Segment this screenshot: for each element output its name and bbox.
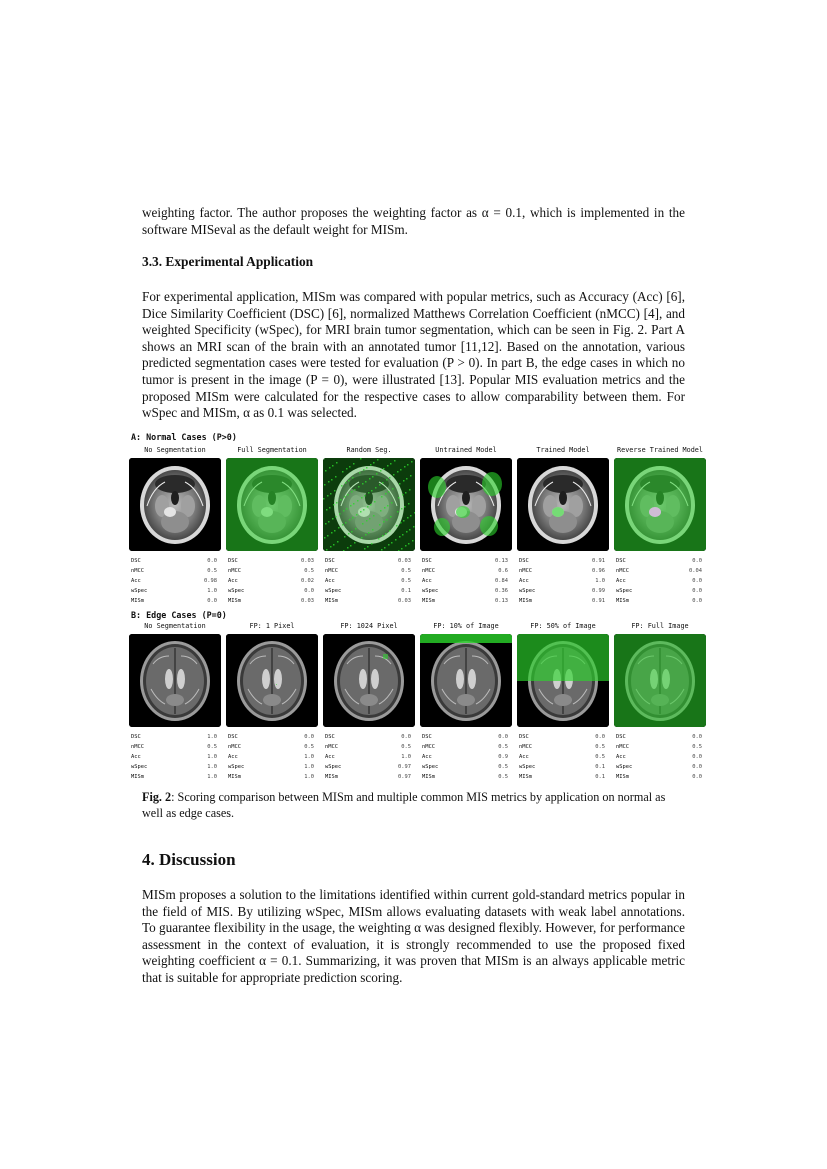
metric-row bbox=[131, 752, 217, 762]
metric-table bbox=[519, 732, 605, 782]
metric-table bbox=[131, 556, 217, 606]
case-image bbox=[420, 458, 512, 551]
metric-value: 1.0 bbox=[207, 754, 217, 760]
caption-text: : Scoring comparison between MISm and multiple common MIS metrics by application on normal as well as edge cases. bbox=[142, 790, 666, 820]
case-title: No Segmentation bbox=[144, 622, 206, 630]
metric-name: Acc bbox=[519, 578, 529, 584]
metric-row bbox=[519, 586, 605, 596]
metric-row bbox=[519, 762, 605, 772]
metric-value: 0.0 bbox=[692, 774, 702, 780]
metric-value: 0.5 bbox=[207, 568, 217, 574]
metric-name: Acc bbox=[325, 754, 335, 760]
metric-value: 0.0 bbox=[692, 578, 702, 584]
metric-name: wSpec bbox=[422, 588, 439, 594]
metric-value: 0.1 bbox=[595, 774, 605, 780]
metric-row bbox=[422, 586, 508, 596]
section-b-label: B: Edge Cases (P=0) bbox=[131, 610, 227, 620]
metric-row bbox=[616, 556, 702, 566]
metric-value: 1.0 bbox=[207, 774, 217, 780]
metric-row bbox=[422, 596, 508, 606]
case-image bbox=[614, 458, 706, 551]
metric-table bbox=[131, 732, 217, 782]
case-title: FP: Full Image bbox=[631, 622, 689, 630]
metric-row bbox=[228, 742, 314, 752]
metric-name: nMCC bbox=[131, 744, 144, 750]
metric-value: 0.98 bbox=[204, 578, 217, 584]
metric-value: 0.13 bbox=[495, 598, 508, 604]
metric-name: Acc bbox=[616, 754, 626, 760]
metric-name: Acc bbox=[131, 578, 141, 584]
metric-value: 0.03 bbox=[301, 558, 314, 564]
metric-row bbox=[616, 586, 702, 596]
metric-name: nMCC bbox=[616, 744, 629, 750]
metric-name: DSC bbox=[422, 734, 432, 740]
metric-row bbox=[131, 742, 217, 752]
metric-name: Acc bbox=[131, 754, 141, 760]
metric-row bbox=[131, 556, 217, 566]
metric-name: DSC bbox=[228, 558, 238, 564]
metric-table bbox=[616, 556, 702, 606]
metric-value: 1.0 bbox=[304, 774, 314, 780]
mri-scan-tumor bbox=[323, 458, 415, 551]
metric-table bbox=[422, 732, 508, 782]
metric-value: 1.0 bbox=[304, 764, 314, 770]
metric-row bbox=[131, 596, 217, 606]
segmentation-overlay bbox=[226, 458, 318, 551]
metric-value: 0.97 bbox=[398, 774, 411, 780]
metric-table bbox=[422, 556, 508, 606]
metric-row bbox=[519, 772, 605, 782]
segmentation-overlay bbox=[434, 518, 450, 536]
tumor-region bbox=[649, 507, 661, 517]
metric-row bbox=[325, 742, 411, 752]
metric-row bbox=[519, 752, 605, 762]
case-title: FP: 10% of Image bbox=[433, 622, 499, 630]
metric-value: 0.97 bbox=[398, 764, 411, 770]
metric-value: 0.5 bbox=[401, 578, 411, 584]
metric-row bbox=[131, 586, 217, 596]
metric-value: 0.0 bbox=[304, 588, 314, 594]
metric-row bbox=[325, 576, 411, 586]
mri-scan-tumor bbox=[226, 458, 318, 551]
case-image bbox=[517, 458, 609, 551]
mri-scan-normal bbox=[226, 634, 318, 727]
metric-value: 0.03 bbox=[398, 598, 411, 604]
segmentation-overlay bbox=[614, 634, 706, 727]
metric-name: nMCC bbox=[616, 568, 629, 574]
segmentation-overlay bbox=[276, 684, 277, 685]
metric-value: 0.03 bbox=[301, 598, 314, 604]
metric-row bbox=[325, 732, 411, 742]
metric-value: 0.5 bbox=[595, 754, 605, 760]
metric-value: 0.5 bbox=[304, 568, 314, 574]
metric-value: 0.5 bbox=[207, 744, 217, 750]
metric-name: Acc bbox=[422, 578, 432, 584]
metric-value: 0.84 bbox=[495, 578, 508, 584]
metric-name: nMCC bbox=[519, 568, 532, 574]
metric-row bbox=[519, 576, 605, 586]
metric-row bbox=[422, 772, 508, 782]
case-image bbox=[420, 634, 512, 727]
metric-value: 0.91 bbox=[592, 598, 605, 604]
metric-value: 1.0 bbox=[595, 578, 605, 584]
metric-value: 0.6 bbox=[498, 568, 508, 574]
mri-scan-tumor bbox=[129, 458, 221, 551]
metric-row bbox=[519, 566, 605, 576]
metric-table bbox=[228, 732, 314, 782]
metric-row bbox=[325, 772, 411, 782]
case-image bbox=[323, 458, 415, 551]
metric-row bbox=[422, 752, 508, 762]
metric-name: DSC bbox=[519, 734, 529, 740]
metric-row bbox=[131, 576, 217, 586]
case-title: Untrained Model bbox=[435, 446, 497, 454]
metric-row bbox=[228, 566, 314, 576]
metric-name: wSpec bbox=[422, 764, 439, 770]
metric-name: MISm bbox=[228, 774, 241, 780]
metric-name: wSpec bbox=[616, 588, 633, 594]
metric-value: 0.0 bbox=[692, 734, 702, 740]
metric-row bbox=[616, 576, 702, 586]
metric-name: nMCC bbox=[422, 744, 435, 750]
metric-table bbox=[616, 732, 702, 782]
metric-name: wSpec bbox=[325, 764, 342, 770]
metric-name: nMCC bbox=[325, 744, 338, 750]
metric-row bbox=[616, 762, 702, 772]
metric-value: 1.0 bbox=[304, 754, 314, 760]
metric-value: 0.0 bbox=[692, 764, 702, 770]
metric-name: wSpec bbox=[519, 588, 536, 594]
metric-row bbox=[325, 556, 411, 566]
case-image bbox=[129, 458, 221, 551]
metric-row bbox=[422, 732, 508, 742]
metric-value: 0.1 bbox=[595, 764, 605, 770]
section-4-paragraph: MISm proposes a solution to the limitations identified within current gold-standard metrics popular in the field of MIS. By utilizing wSpec, MISm allows evaluating datasets with weak label annotations. To guarantee flexibility in the usage, the weighting α was designed flexibly. However, for performance assessment in the context of evaluation, it is strongly recommended to use the proposed fixed weighting coefficient α = 0.1. Summarizing, it was proven that MISm is an always applicable metric that is suitable for appropriate prediction scoring. bbox=[142, 887, 685, 985]
metric-row bbox=[616, 732, 702, 742]
metric-value: 0.0 bbox=[498, 734, 508, 740]
metric-value: 0.0 bbox=[692, 754, 702, 760]
metric-value: 0.5 bbox=[595, 744, 605, 750]
metric-row bbox=[422, 566, 508, 576]
metric-row bbox=[228, 556, 314, 566]
metric-row bbox=[325, 586, 411, 596]
metric-name: DSC bbox=[422, 558, 432, 564]
metric-name: MISm bbox=[616, 774, 629, 780]
section-3-3-paragraph: For experimental application, MISm was compared with popular metrics, such as Accuracy (Acc) [6], Dice Similarity Coefficient (DSC) [6], normalized Matthews Correlation Coefficient (nMCC) [4], and weighted Specificity (wSpec), for MRI brain tumor segmentation, which can be seen in Fig. 2. Part A shows an MRI scan of the brain with an annotated tumor [11,12]. Based on the annotation, various predicted segmentation cases were tested for evaluation (P > 0). In part B, the edge cases in which no tumor is present in the image (P = 0), were illustrated [13]. Popular MIS evaluation metrics and the proposed MISm were calculated for the respective cases to allow comparability between them. For wSpec and MISm, α as 0.1 was selected. bbox=[142, 289, 685, 421]
metric-value: 0.5 bbox=[401, 568, 411, 574]
segmentation-overlay bbox=[323, 458, 415, 551]
metric-row bbox=[325, 762, 411, 772]
metric-value: 0.0 bbox=[692, 598, 702, 604]
metric-name: wSpec bbox=[228, 764, 245, 770]
case-image bbox=[226, 458, 318, 551]
metric-value: 0.03 bbox=[398, 558, 411, 564]
metric-name: MISm bbox=[422, 774, 435, 780]
metric-row bbox=[616, 772, 702, 782]
metric-name: MISm bbox=[228, 598, 241, 604]
metric-name: MISm bbox=[325, 774, 338, 780]
metric-name: MISm bbox=[422, 598, 435, 604]
metric-row bbox=[519, 732, 605, 742]
case-image bbox=[129, 634, 221, 727]
metric-row bbox=[228, 772, 314, 782]
segmentation-overlay bbox=[482, 472, 502, 496]
segmentation-overlay bbox=[420, 634, 512, 643]
metric-row bbox=[325, 752, 411, 762]
metric-value: 0.0 bbox=[595, 734, 605, 740]
caption-label: Fig. 2 bbox=[142, 790, 172, 804]
metric-row bbox=[325, 566, 411, 576]
figure-2 bbox=[123, 432, 705, 782]
metric-row bbox=[616, 596, 702, 606]
metric-row bbox=[519, 596, 605, 606]
metric-name: Acc bbox=[616, 578, 626, 584]
metric-row bbox=[131, 762, 217, 772]
metric-value: 1.0 bbox=[401, 754, 411, 760]
metric-value: 0.36 bbox=[495, 588, 508, 594]
metric-value: 0.0 bbox=[692, 588, 702, 594]
case-title: FP: 1 Pixel bbox=[249, 622, 295, 630]
metric-row bbox=[616, 742, 702, 752]
metric-value: 1.0 bbox=[207, 764, 217, 770]
metric-table bbox=[228, 556, 314, 606]
metric-value: 0.0 bbox=[692, 558, 702, 564]
segmentation-overlay bbox=[456, 506, 470, 518]
metric-name: wSpec bbox=[131, 588, 148, 594]
metric-value: 0.96 bbox=[592, 568, 605, 574]
metric-name: nMCC bbox=[131, 568, 144, 574]
metric-value: 0.5 bbox=[692, 744, 702, 750]
metric-name: nMCC bbox=[228, 568, 241, 574]
metric-name: Acc bbox=[325, 578, 335, 584]
metric-row bbox=[131, 566, 217, 576]
segmentation-overlay bbox=[480, 516, 498, 536]
metric-row bbox=[616, 752, 702, 762]
case-title: FP: 50% of Image bbox=[530, 622, 596, 630]
segmentation-overlay bbox=[428, 476, 446, 498]
metric-name: DSC bbox=[616, 558, 626, 564]
metric-name: DSC bbox=[131, 558, 141, 564]
metric-value: 0.0 bbox=[304, 734, 314, 740]
metric-row bbox=[422, 576, 508, 586]
metric-table bbox=[325, 556, 411, 606]
section-4-heading: 4. Discussion bbox=[142, 850, 236, 869]
metric-name: DSC bbox=[325, 558, 335, 564]
metric-row bbox=[228, 732, 314, 742]
metric-table bbox=[325, 732, 411, 782]
metric-name: wSpec bbox=[325, 588, 342, 594]
segmentation-overlay bbox=[383, 654, 388, 659]
section-3-3-heading: 3.3. Experimental Application bbox=[142, 254, 314, 269]
metric-row bbox=[422, 556, 508, 566]
metric-value: 0.99 bbox=[592, 588, 605, 594]
metric-row bbox=[422, 742, 508, 752]
mri-scan-normal bbox=[614, 634, 706, 727]
segmentation-overlay bbox=[614, 458, 706, 551]
case-image bbox=[226, 634, 318, 727]
metric-row bbox=[519, 556, 605, 566]
metric-name: wSpec bbox=[131, 764, 148, 770]
metric-value: 0.0 bbox=[401, 734, 411, 740]
metric-value: 1.0 bbox=[207, 734, 217, 740]
mri-scan-tumor bbox=[614, 458, 706, 551]
metric-row bbox=[228, 576, 314, 586]
metric-row bbox=[616, 566, 702, 576]
metric-name: nMCC bbox=[325, 568, 338, 574]
metric-name: Acc bbox=[228, 754, 238, 760]
metric-row bbox=[131, 772, 217, 782]
metric-name: DSC bbox=[131, 734, 141, 740]
metric-value: 0.5 bbox=[401, 744, 411, 750]
metric-row bbox=[422, 762, 508, 772]
metric-name: nMCC bbox=[228, 744, 241, 750]
metric-name: DSC bbox=[616, 734, 626, 740]
case-image bbox=[323, 634, 415, 727]
segmentation-overlay bbox=[517, 634, 609, 681]
figure-caption bbox=[142, 790, 687, 821]
metric-name: Acc bbox=[422, 754, 432, 760]
metric-row bbox=[228, 762, 314, 772]
metric-value: 0.0 bbox=[207, 558, 217, 564]
case-title: Full Segmentation bbox=[237, 446, 307, 454]
metric-name: DSC bbox=[325, 734, 335, 740]
metric-name: nMCC bbox=[519, 744, 532, 750]
mri-scan-normal bbox=[323, 634, 415, 727]
intro-paragraph: weighting factor. The author proposes the weighting factor as α = 0.1, which is implemented in the software MISeval as the default weight for MISm. bbox=[142, 205, 685, 237]
metric-value: 0.5 bbox=[304, 744, 314, 750]
metric-table bbox=[519, 556, 605, 606]
metric-value: 0.02 bbox=[301, 578, 314, 584]
metric-value: 0.5 bbox=[498, 764, 508, 770]
metric-row bbox=[131, 732, 217, 742]
metric-value: 0.91 bbox=[592, 558, 605, 564]
metric-row bbox=[325, 596, 411, 606]
mri-scan-normal bbox=[420, 634, 512, 727]
metric-value: 0.13 bbox=[495, 558, 508, 564]
metric-row bbox=[519, 742, 605, 752]
metric-value: 1.0 bbox=[207, 588, 217, 594]
metric-value: 0.5 bbox=[498, 744, 508, 750]
metric-value: 0.5 bbox=[498, 774, 508, 780]
metric-name: MISm bbox=[131, 598, 144, 604]
case-image bbox=[517, 634, 609, 727]
case-title: Reverse Trained Model bbox=[617, 446, 703, 454]
mri-scan-normal bbox=[517, 634, 609, 727]
metric-name: DSC bbox=[519, 558, 529, 564]
case-title: FP: 1024 Pixel bbox=[340, 622, 398, 630]
metric-row bbox=[228, 596, 314, 606]
metric-name: DSC bbox=[228, 734, 238, 740]
segmentation-overlay bbox=[552, 507, 564, 517]
metric-name: Acc bbox=[519, 754, 529, 760]
metric-value: 0.04 bbox=[689, 568, 702, 574]
mri-scan-normal bbox=[129, 634, 221, 727]
metric-name: Acc bbox=[228, 578, 238, 584]
metric-row bbox=[228, 752, 314, 762]
metric-name: wSpec bbox=[228, 588, 245, 594]
metric-name: wSpec bbox=[616, 764, 633, 770]
case-title: No Segmentation bbox=[144, 446, 206, 454]
metric-row bbox=[228, 586, 314, 596]
metric-name: MISm bbox=[131, 774, 144, 780]
mri-scan-tumor bbox=[517, 458, 609, 551]
metric-name: wSpec bbox=[519, 764, 536, 770]
metric-name: MISm bbox=[519, 598, 532, 604]
metric-name: MISm bbox=[519, 774, 532, 780]
metric-value: 0.1 bbox=[401, 588, 411, 594]
section-a-label: A: Normal Cases (P>0) bbox=[131, 432, 237, 442]
case-image bbox=[614, 634, 706, 727]
metric-name: MISm bbox=[325, 598, 338, 604]
case-title: Trained Model bbox=[536, 446, 590, 454]
metric-name: MISm bbox=[616, 598, 629, 604]
metric-value: 0.9 bbox=[498, 754, 508, 760]
metric-value: 0.0 bbox=[207, 598, 217, 604]
case-title: Random Seg. bbox=[346, 446, 392, 454]
metric-name: nMCC bbox=[422, 568, 435, 574]
mri-scan-tumor bbox=[420, 458, 512, 551]
